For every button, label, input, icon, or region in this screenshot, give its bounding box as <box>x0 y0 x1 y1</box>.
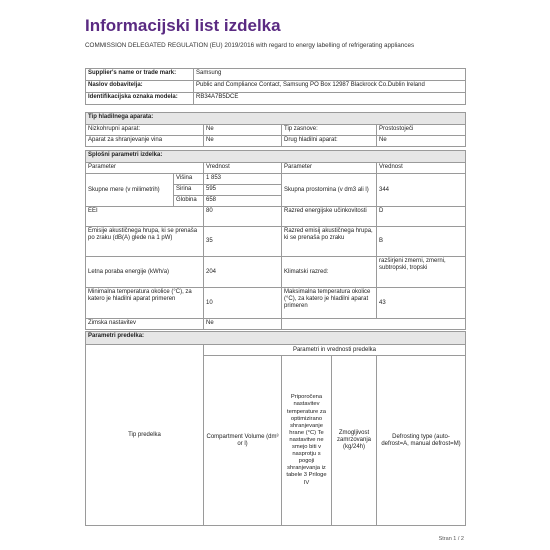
annual-energy-value: 204 <box>204 257 282 288</box>
annual-energy-label: Letna poraba energije (kWh/a) <box>86 257 204 288</box>
freezing-capacity-header: Zmogljivost zamrzovanja (kg/24h) <box>332 356 377 526</box>
supplier-address-label: Naslov dobavitelja: <box>86 81 194 93</box>
model-id-value: RB34A7B5DCE <box>194 93 466 105</box>
energy-class-value: D <box>377 207 466 227</box>
table-row <box>86 136 466 147</box>
width-value: 595 <box>204 185 282 196</box>
dimensions-label: Skupne mere (v milimetrih) <box>86 174 174 207</box>
low-noise-label: Nizkohrupni aparat: <box>86 125 204 136</box>
low-noise-value: Ne <box>204 125 282 136</box>
compartment-volume-header: Compartment Volume (dm³ or l) <box>204 356 282 526</box>
min-ambient-temp-value: 10 <box>204 288 282 319</box>
eei-label: EEI <box>86 207 204 227</box>
climate-class-value: razširjeni zmerni, zmerni, subtropski, tropski <box>377 257 466 288</box>
eei-value: 80 <box>204 207 282 227</box>
total-volume-label: Skupna prostornina (v dm3 ali l) <box>282 174 377 207</box>
min-ambient-temp-label: Minimalna temperatura okolice (°C), za katero je hladilni aparat primeren <box>86 288 204 319</box>
general-parameters-table <box>85 150 466 330</box>
total-volume-value: 344 <box>377 174 466 207</box>
table-row <box>86 125 466 136</box>
winter-setting-label: Zimska nastavitev <box>86 319 204 330</box>
design-type-value: Prostostoječi <box>377 125 466 136</box>
wine-storage-value: Ne <box>204 136 282 147</box>
col-header-value-2: Vrednost <box>377 163 466 174</box>
appliance-type-table <box>85 112 466 147</box>
other-appliance-value: Ne <box>377 136 466 147</box>
max-ambient-temp-label: Maksimalna temperatura okolice (°C), za katero je hladilni aparat primeren <box>282 288 377 319</box>
supplier-table <box>85 68 466 105</box>
climate-class-label: Klimatski razred: <box>282 257 377 288</box>
recommended-temp-header: Priporočena nastavitev temperature za optimizirano shranjevanje hrane (°C) Te nastavitve ne smejo biti v nasprotju s pogoji shranjevanja iz tabele 3 Priloge IV <box>282 356 332 526</box>
winter-setting-value: Ne <box>204 319 282 330</box>
page-number: Stran 1 / 2 <box>438 536 464 542</box>
compartment-group-header: Parametri in vrednosti predelka <box>204 345 466 356</box>
noise-class-value: B <box>377 227 466 257</box>
general-heading: Splošni parametri izdelka: <box>86 151 466 163</box>
height-label: Višina <box>174 174 204 185</box>
col-header-value: Vrednost <box>204 163 282 174</box>
regulation-subtitle: COMMISSION DELEGATED REGULATION (EU) 2019/2016 with regard to energy labelling of refrigerating appliances <box>85 42 415 49</box>
wine-storage-label: Aparat za shranjevanje vina <box>86 136 204 147</box>
design-type-label: Tip zasnove: <box>282 125 377 136</box>
compartment-type-header: Tip predelka <box>86 345 204 526</box>
col-header-parameter-2: Parameter <box>282 163 377 174</box>
product-info-sheet <box>82 0 468 550</box>
energy-class-label: Razred energijske učinkovitosti <box>282 207 377 227</box>
other-appliance-label: Drug hladilni aparat: <box>282 136 377 147</box>
depth-label: Globina <box>174 196 204 207</box>
supplier-name-label: Supplier's name or trade mark: <box>86 69 194 81</box>
col-header-parameter: Parameter <box>86 163 204 174</box>
supplier-name-value: Samsung <box>194 69 466 81</box>
supplier-address-value: Public and Compliance Contact, Samsung PO Box 12987 Blackrock Co.Dublin Ireland <box>194 81 466 93</box>
height-value: 1 853 <box>204 174 282 185</box>
page-title: Informacijski list izdelka <box>85 16 281 35</box>
noise-emission-value: 35 <box>204 227 282 257</box>
appliance-type-heading: Tip hladilnega aparata: <box>86 113 466 125</box>
max-ambient-temp-value: 43 <box>377 288 466 319</box>
compartment-heading: Parametri predelka: <box>86 332 466 345</box>
noise-class-label: Razred emisij akustičnega hrupa, ki se prenaša po zraku <box>282 227 377 257</box>
defrost-type-header: Defrosting type (auto-defrost=A, manual defrost=M) <box>377 356 466 526</box>
depth-value: 658 <box>204 196 282 207</box>
model-id-label: Identifikacijska oznaka modela: <box>86 93 194 105</box>
width-label: Širina <box>174 185 204 196</box>
compartment-parameters-table <box>85 331 466 526</box>
noise-emission-label: Emisije akustičnega hrupa, ki se prenaša po zraku (dB(A) glede na 1 pW) <box>86 227 204 257</box>
